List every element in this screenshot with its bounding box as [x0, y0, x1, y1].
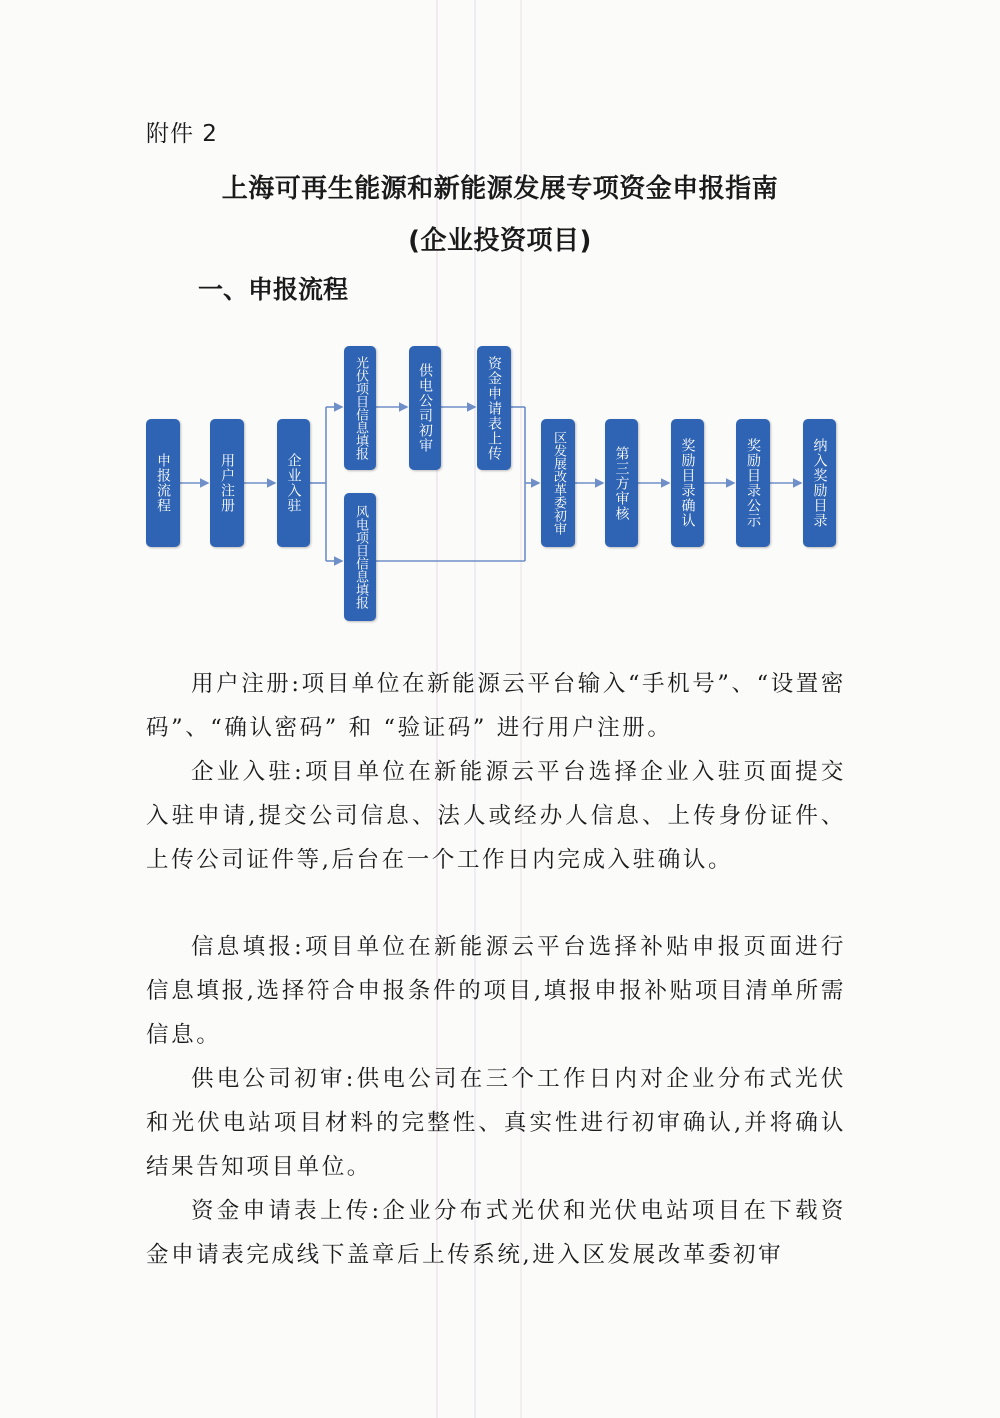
paragraph-fund-application-upload: 资金申请表上传:企业分布式光伏和光伏电站项目在下载资金申请表完成线下盖章后上传系统,进入区发展改革委初审	[146, 1198, 846, 1268]
flow-step-district-ndrc-review: 区发展改革委初审	[541, 419, 575, 547]
document-title: 上海可再生能源和新能源发展专项资金申报指南	[221, 174, 779, 204]
flow-step-include-reward-catalog: 纳入奖励目录	[803, 419, 836, 547]
flow-step-power-company-review: 供电公司初审	[409, 346, 441, 470]
flowchart	[0, 330, 1000, 630]
flow-step-user-registration: 用户注册	[210, 419, 244, 547]
section-heading: 一、申报流程	[198, 275, 349, 304]
flow-step-fund-application-upload: 资金申请表上传	[477, 346, 511, 470]
flow-step-reward-catalog-confirm: 奖励目录确认	[671, 419, 704, 547]
flow-step-enterprise-onboarding: 企业入驻	[277, 419, 310, 547]
paragraph-user-registration: 用户注册:项目单位在新能源云平台输入“手机号”、“设置密码”、“确认密码” 和 “验证码” 进行用户注册。	[146, 671, 846, 741]
flow-step-third-party-audit: 第三方审核	[605, 419, 638, 547]
paragraph-enterprise-onboarding: 企业入驻:项目单位在新能源云平台选择企业入驻页面提交入驻申请,提交公司信息、法人或经办人信息、上传身份证件、上传公司证件等,后台在一个工作日内完成入驻确认。	[146, 759, 846, 873]
attachment-label: 附件 2	[146, 121, 218, 147]
document-subtitle: (企业投资项目)	[408, 226, 592, 256]
flow-step-wind-project-info: 风电项目信息填报	[344, 493, 376, 621]
paragraph-power-company-review: 供电公司初审:供电公司在三个工作日内对企业分布式光伏和光伏电站项目材料的完整性、真实性进行初审确认,并将确认结果告知项目单位。	[146, 1066, 846, 1180]
flow-step-declaration-process: 申报流程	[146, 419, 180, 547]
flow-step-reward-catalog-publicity: 奖励目录公示	[736, 419, 770, 547]
paragraph-info-filing: 信息填报:项目单位在新能源云平台选择补贴申报页面进行信息填报,选择符合申报条件的项目,填报申报补贴项目清单所需信息。	[146, 934, 846, 1048]
flow-step-pv-project-info: 光伏项目信息填报	[344, 346, 376, 470]
